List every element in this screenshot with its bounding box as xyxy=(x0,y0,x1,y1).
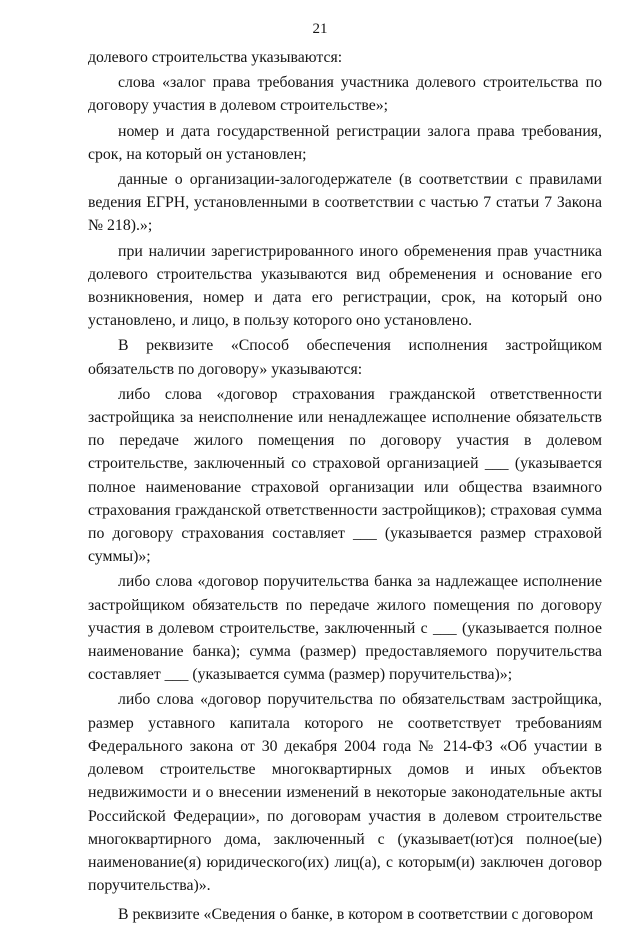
paragraph-3: номер и дата государственной регистрации залога права требования, срок, на который он установлен; xyxy=(88,122,602,163)
paragraph-4: данные о организации-залогодержателе (в соответствии с правилами ведения ЕГРН, установленными в соответствии с частью 7 статьи 7 Закона № 218).»; xyxy=(88,171,602,235)
paragraph-10: В реквизите «Сведения о банке, в котором в соответствии с договором xyxy=(118,906,594,924)
paragraph-8: либо слова «договор поручительства банка за надлежащее исполнение застройщиком обязательств по передаче жилого помещения по договору участия в долевом строительстве, заключенный с ___ (указывается полное наименование банка); сумма (размер) предоставляемого поручительства составляет ___ (указывается сумма (размер) поручительства)»; xyxy=(88,573,602,684)
paragraph-2: слова «залог права требования участника долевого строительства по договору участия в долевом строительстве»; xyxy=(88,74,602,115)
paragraph-7: либо слова «договор страхования гражданской ответственности застройщика за неисполнение или ненадлежащее исполнение обязательств по передаче жилого помещения по договору участия в долевом строительстве, заключенный со страховой организацией ___ (указывается полное наименование страховой организации или общества взаимного страхования гражданской ответственности застройщиков); страховая сумма по договору страхования составляет ___ (указывается размер страховой суммы)»; xyxy=(88,385,602,566)
body-text xyxy=(88,46,602,929)
paragraph-9: либо слова «договор поручительства по обязательствам застройщика, размер уставного капитала которого не соответствует требованиям Федерального закона от 30 декабря 2004 года № 214-ФЗ «Об участии в долевом строительстве многоквартирных домов и иных объектов недвижимости и о внесении изменений в некоторые законодательные акты Российской Федерации», по договорам участия в долевом строительстве многоквартирного дома, заключенный с (указывает(ют)ся полное(ые) наименование(я) юридического(их) лиц(а), с которым(и) заключен договор поручительства)». xyxy=(88,691,602,895)
paragraph-5: при наличии зарегистрированного иного обременения прав участника долевого строительства указываются вид обременения и основание его возникновения, номер и дата его регистрации, срок, на который оно установлено, и лицо, в пользу которого оно установлено. xyxy=(88,242,602,330)
paragraph-6: В реквизите «Способ обеспечения исполнения застройщиком обязательств по договору» указываются: xyxy=(88,337,602,378)
paragraph-1: долевого строительства указываются: xyxy=(88,49,343,66)
page-number: 21 xyxy=(312,21,328,37)
